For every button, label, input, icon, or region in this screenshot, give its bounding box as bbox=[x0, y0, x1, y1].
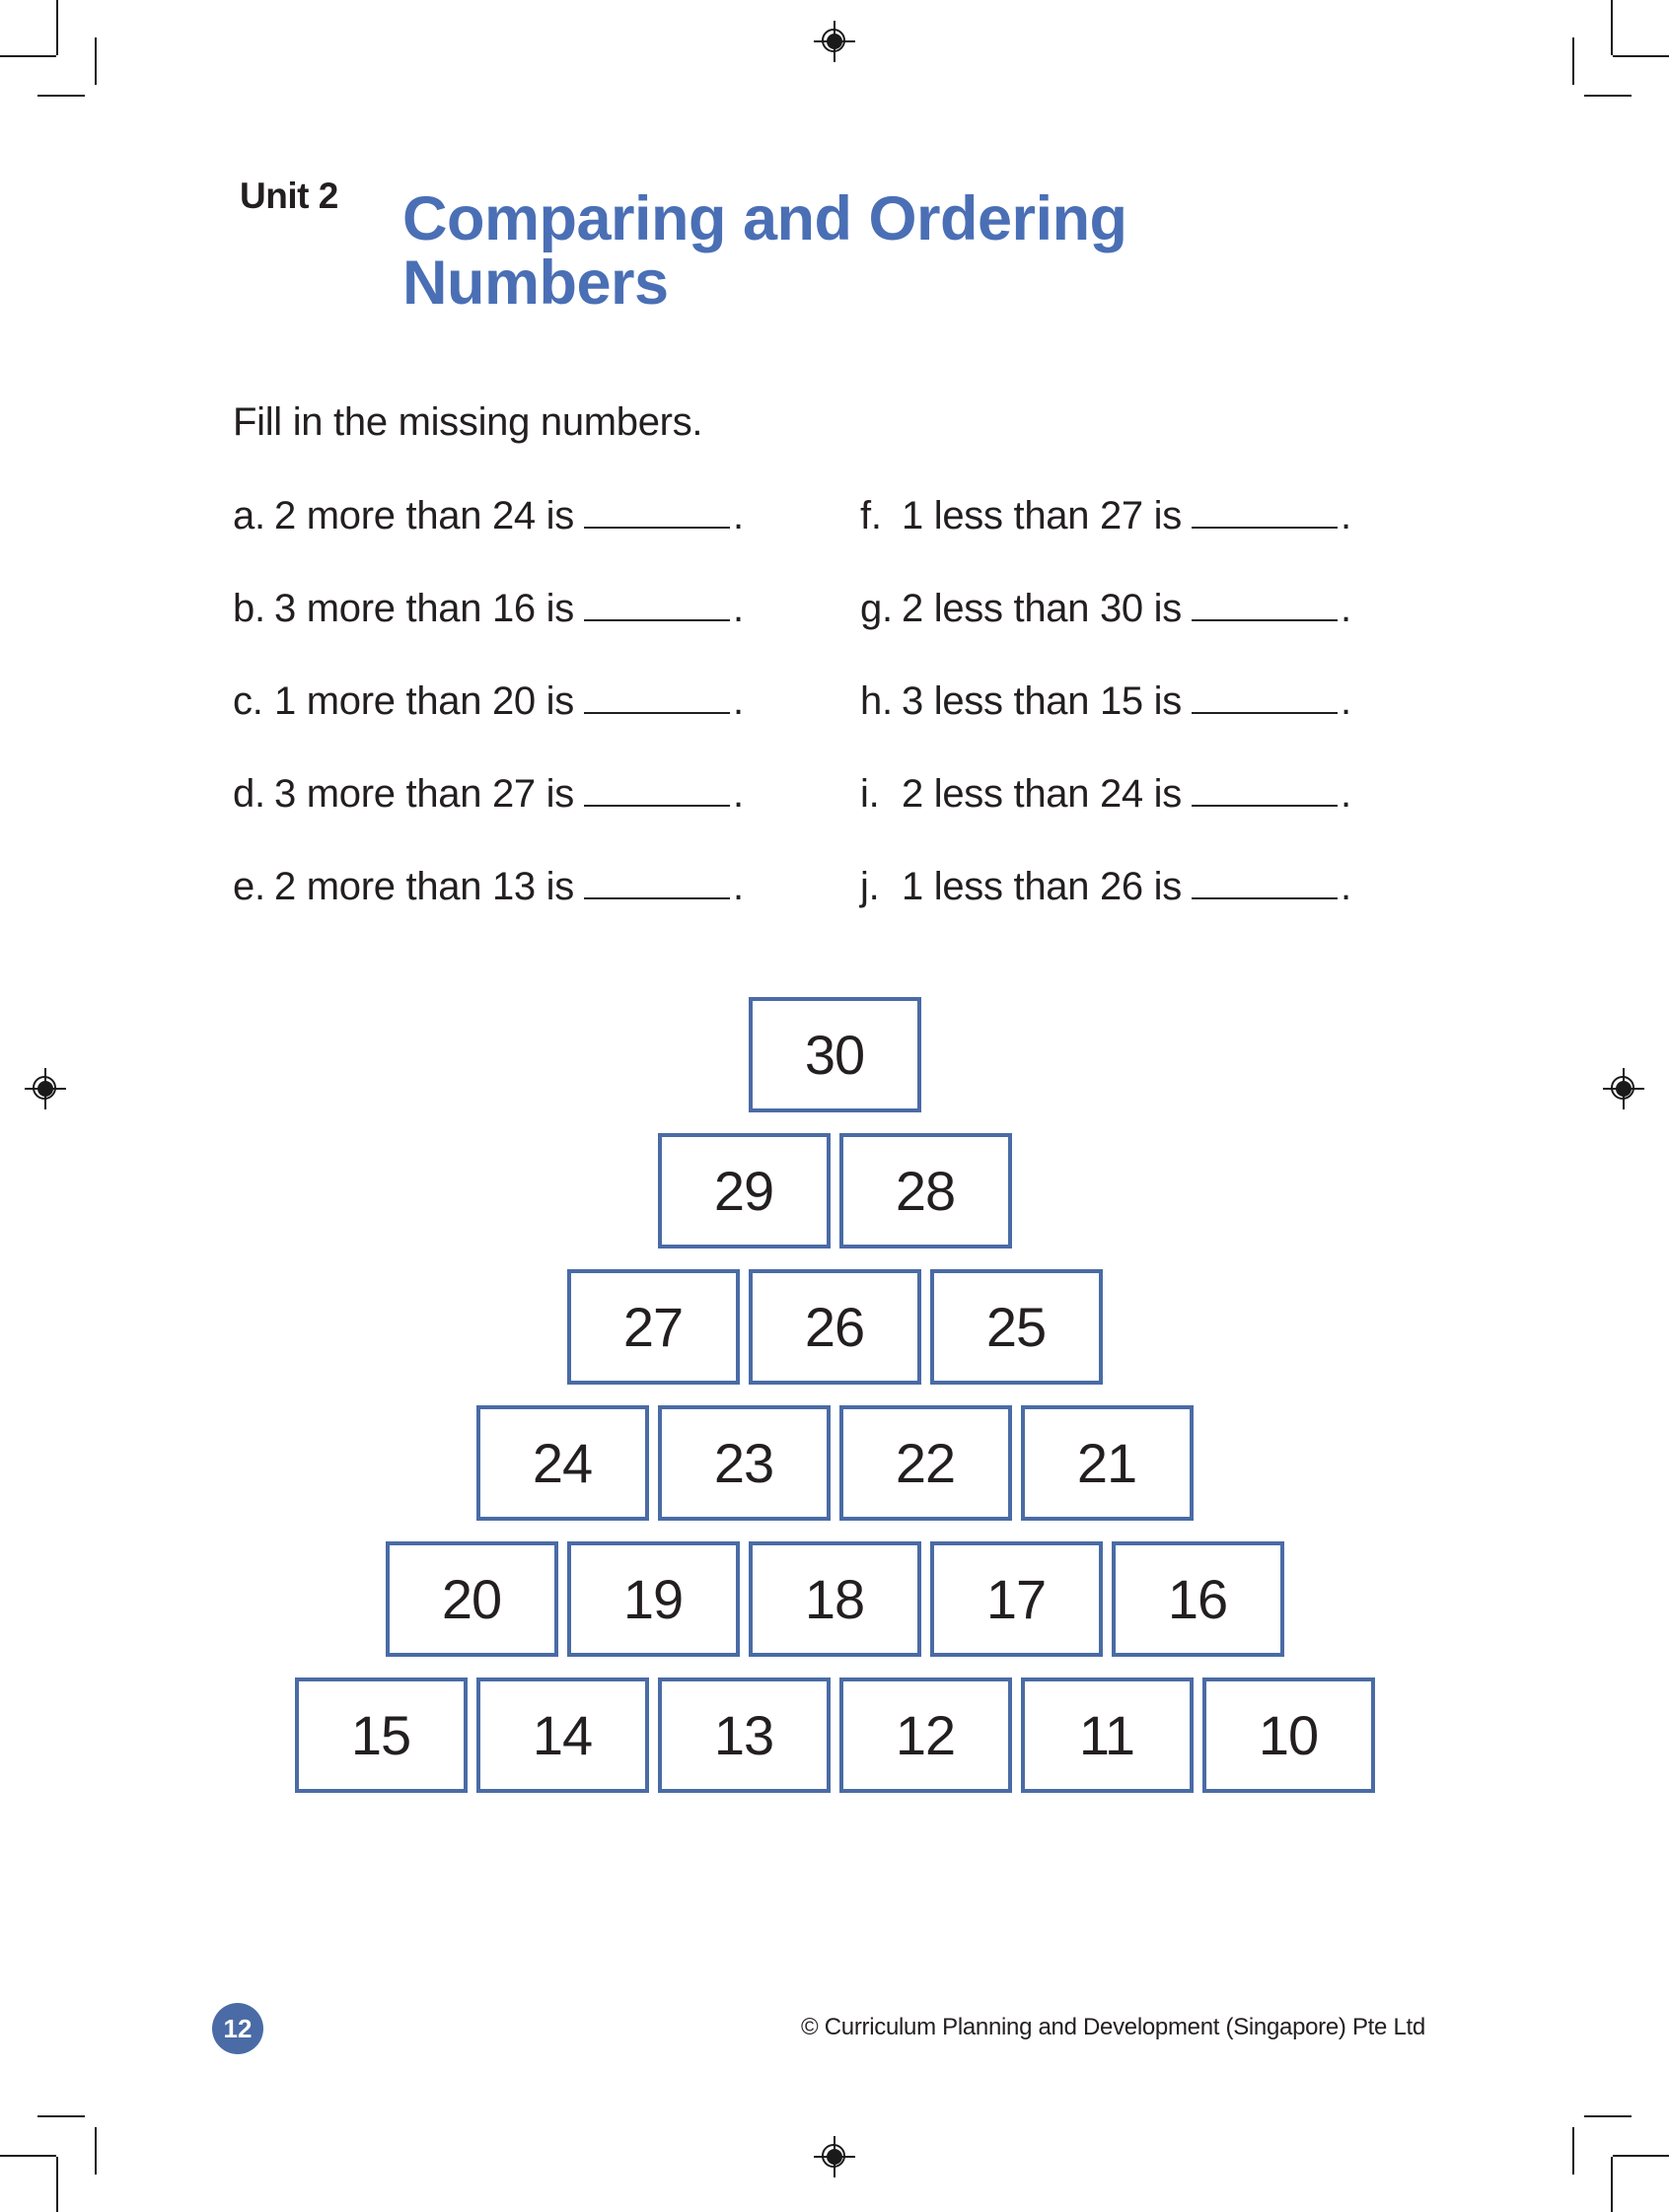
question-text: 3 less than 15 is bbox=[902, 679, 1182, 723]
pyramid-number-box: 13 bbox=[658, 1677, 831, 1793]
trim-tick-bottom-left-horizontal bbox=[37, 2115, 85, 2117]
question-tag: h. bbox=[860, 679, 893, 723]
answer-blank[interactable] bbox=[584, 771, 730, 807]
question-column-left bbox=[233, 493, 744, 957]
question-tag: g. bbox=[860, 587, 893, 630]
question-period: . bbox=[732, 772, 744, 816]
registration-target-bottom-icon bbox=[814, 2136, 855, 2177]
trim-tick-top-left-horizontal bbox=[37, 95, 85, 97]
copyright-text: © Curriculum Planning and Development (Singapore) Pte Ltd bbox=[801, 2014, 1425, 2040]
question-tag: j. bbox=[860, 865, 880, 908]
question-item bbox=[233, 678, 744, 771]
answer-blank[interactable] bbox=[584, 586, 730, 621]
pyramid-number-box: 30 bbox=[749, 997, 921, 1112]
answer-blank[interactable] bbox=[584, 864, 730, 899]
question-period: . bbox=[1340, 494, 1351, 537]
crop-mark-top-right-horizontal bbox=[1613, 55, 1669, 57]
pyramid-number-box: 25 bbox=[930, 1269, 1103, 1385]
pyramid-number-box: 18 bbox=[749, 1541, 921, 1657]
trim-tick-bottom-left-vertical bbox=[95, 2127, 97, 2175]
pyramid-row bbox=[0, 1133, 1669, 1249]
question-text: 1 more than 20 is bbox=[274, 679, 574, 723]
crop-mark-top-left-vertical bbox=[56, 0, 58, 55]
trim-tick-top-left-vertical bbox=[95, 37, 97, 85]
question-item bbox=[860, 493, 1351, 586]
pyramid-number-box: 15 bbox=[295, 1677, 468, 1793]
pyramid-number-box: 22 bbox=[839, 1405, 1012, 1521]
answer-blank[interactable] bbox=[1192, 864, 1338, 899]
registration-target-top-icon bbox=[814, 21, 855, 62]
unit-label: Unit 2 bbox=[240, 176, 338, 216]
question-tag: a. bbox=[233, 494, 265, 537]
question-item bbox=[233, 586, 744, 678]
crop-mark-bottom-right-horizontal bbox=[1613, 2155, 1669, 2157]
question-period: . bbox=[732, 494, 744, 537]
question-item bbox=[233, 771, 744, 864]
page-number-badge: 12 bbox=[212, 2003, 263, 2054]
pyramid-number-box: 27 bbox=[567, 1269, 740, 1385]
answer-blank[interactable] bbox=[1192, 771, 1338, 807]
pyramid-number-box: 16 bbox=[1112, 1541, 1284, 1657]
pyramid-number-box: 29 bbox=[658, 1133, 831, 1249]
question-item bbox=[860, 678, 1351, 771]
question-period: . bbox=[1340, 587, 1351, 630]
pyramid-number-box: 21 bbox=[1021, 1405, 1194, 1521]
question-tag: c. bbox=[233, 679, 263, 723]
pyramid-number-box: 11 bbox=[1021, 1677, 1194, 1793]
crop-mark-bottom-left-vertical bbox=[56, 2157, 58, 2212]
pyramid-number-box: 24 bbox=[476, 1405, 649, 1521]
pyramid-row bbox=[0, 1269, 1669, 1385]
number-pyramid bbox=[0, 997, 1669, 1814]
pyramid-row bbox=[0, 1405, 1669, 1521]
question-tag: d. bbox=[233, 772, 265, 816]
question-item bbox=[233, 864, 744, 957]
pyramid-number-box: 23 bbox=[658, 1405, 831, 1521]
question-tag: b. bbox=[233, 587, 265, 630]
crop-mark-top-left-horizontal bbox=[0, 55, 56, 57]
pyramid-number-box: 12 bbox=[839, 1677, 1012, 1793]
question-period: . bbox=[732, 587, 744, 630]
question-period: . bbox=[1340, 679, 1351, 723]
crop-mark-bottom-right-vertical bbox=[1611, 2157, 1613, 2212]
answer-blank[interactable] bbox=[1192, 586, 1338, 621]
crop-mark-top-right-vertical bbox=[1611, 0, 1613, 55]
question-period: . bbox=[1340, 772, 1351, 816]
trim-tick-bottom-right-horizontal bbox=[1584, 2115, 1632, 2117]
question-period: . bbox=[1340, 865, 1351, 908]
pyramid-number-box: 14 bbox=[476, 1677, 649, 1793]
pyramid-number-box: 20 bbox=[386, 1541, 558, 1657]
page-title: Comparing and Ordering Numbers bbox=[402, 184, 1127, 319]
question-tag: i. bbox=[860, 772, 880, 816]
question-text: 1 less than 26 is bbox=[902, 865, 1182, 908]
pyramid-row bbox=[0, 997, 1669, 1112]
question-item bbox=[233, 493, 744, 586]
question-text: 3 more than 27 is bbox=[274, 772, 574, 816]
answer-blank[interactable] bbox=[1192, 493, 1338, 529]
question-item bbox=[860, 864, 1351, 957]
question-item bbox=[860, 771, 1351, 864]
instruction-text: Fill in the missing numbers. bbox=[233, 400, 703, 444]
trim-tick-top-right-vertical bbox=[1572, 37, 1574, 85]
question-text: 1 less than 27 is bbox=[902, 494, 1182, 537]
question-text: 2 more than 13 is bbox=[274, 865, 574, 908]
question-period: . bbox=[732, 865, 744, 908]
trim-tick-top-right-horizontal bbox=[1584, 95, 1632, 97]
pyramid-number-box: 17 bbox=[930, 1541, 1103, 1657]
question-text: 2 less than 30 is bbox=[902, 587, 1182, 630]
pyramid-row bbox=[0, 1677, 1669, 1793]
crop-mark-bottom-left-horizontal bbox=[0, 2155, 56, 2157]
pyramid-row bbox=[0, 1541, 1669, 1657]
pyramid-number-box: 28 bbox=[839, 1133, 1012, 1249]
question-column-right bbox=[860, 493, 1351, 957]
question-tag: e. bbox=[233, 865, 265, 908]
trim-tick-bottom-right-vertical bbox=[1572, 2127, 1574, 2175]
question-period: . bbox=[732, 679, 744, 723]
answer-blank[interactable] bbox=[584, 493, 730, 529]
question-tag: f. bbox=[860, 494, 882, 537]
question-text: 2 more than 24 is bbox=[274, 494, 574, 537]
pyramid-number-box: 26 bbox=[749, 1269, 921, 1385]
question-text: 3 more than 16 is bbox=[274, 587, 574, 630]
question-item bbox=[860, 586, 1351, 678]
pyramid-number-box: 19 bbox=[567, 1541, 740, 1657]
question-text: 2 less than 24 is bbox=[902, 772, 1182, 816]
answer-blank[interactable] bbox=[1192, 678, 1338, 714]
answer-blank[interactable] bbox=[584, 678, 730, 714]
pyramid-number-box: 10 bbox=[1202, 1677, 1375, 1793]
